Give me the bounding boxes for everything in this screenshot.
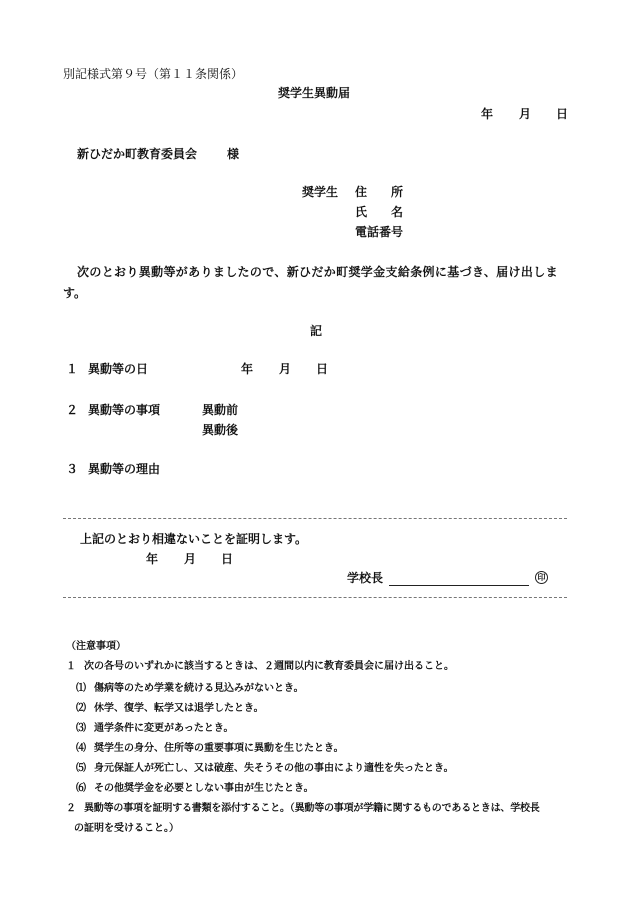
date-year-label: 年 [481, 107, 494, 121]
note-1-number: １ [66, 661, 76, 672]
ki-heading: 記 [310, 324, 323, 338]
body-line-1: 次のとおり異動等がありましたので、新ひだか町奨学金支給条例に基づき、届け出しま [77, 265, 558, 279]
section-divider-top [63, 518, 567, 519]
addressee-honorific: 様 [227, 147, 240, 161]
certification-text: 上記のとおり相違ないことを証明します。 [80, 532, 308, 546]
item-2-label: 異動等の事項 [88, 403, 161, 417]
seal-mark-icon: 印 [535, 571, 548, 584]
sub-note-number: ⑴ [76, 683, 86, 694]
sub-note-text: 休学、復学、転学又は退学したとき。 [94, 703, 264, 714]
certification-year: 年 [146, 552, 159, 566]
note-2-text-line-2: の証明を受けること。） [74, 823, 179, 834]
addressee-name: 新ひだか町教育委員会 [77, 147, 198, 161]
sub-note-number: ⑷ [76, 743, 86, 754]
form-reference: 別記様式第９号（第１１条関係） [63, 67, 244, 81]
phone-label: 電話番号 [355, 225, 404, 239]
applicant-role-label: 奨学生 [302, 185, 339, 199]
note-2-text-line-1: 異動等の事項を証明する書類を添付すること。（異動等の事項が学籍に関するものであるときは、学校長 [84, 803, 540, 814]
sub-note-text: その他奨学金を必要としない事由が生じたとき。 [94, 783, 314, 794]
sub-note-number: ⑶ [76, 723, 86, 734]
note-1-text: 次の各号のいずれかに該当するときは、２週間以内に教育委員会に届け出ること。 [84, 661, 454, 672]
certification-month: 月 [184, 552, 197, 566]
address-label-2: 所 [391, 185, 404, 199]
certification-day: 日 [221, 552, 234, 566]
sub-note-number: ⑵ [76, 703, 86, 714]
item-1-day: 日 [316, 362, 329, 376]
note-2-number: ２ [66, 803, 76, 814]
sub-note-text: 奨学生の身分、住所等の重要事項に異動を生じたとき。 [94, 743, 344, 754]
principal-signature-line [389, 585, 529, 586]
body-line-2: す。 [63, 286, 87, 300]
item-1-number: １ [66, 362, 79, 376]
address-label-1: 住 [355, 185, 368, 199]
sub-note-text: 身元保証人が死亡し、又は破産、失そうその他の事由により適性を失ったとき。 [94, 763, 454, 774]
sub-note-number: ⑹ [76, 783, 86, 794]
item-2-before-label: 異動前 [202, 403, 239, 417]
sub-note-text: 通学条件に変更があったとき。 [94, 723, 234, 734]
date-month-label: 月 [519, 107, 532, 121]
item-2-after-label: 異動後 [202, 423, 239, 437]
section-divider-bottom [63, 597, 567, 598]
principal-label: 学校長 [347, 571, 384, 585]
item-3-label: 異動等の理由 [88, 462, 161, 476]
item-1-month: 月 [279, 362, 292, 376]
item-1-year: 年 [241, 362, 254, 376]
item-2-number: ２ [66, 403, 79, 417]
item-1-label: 異動等の日 [88, 362, 149, 376]
document-title: 奨学生異動届 [278, 86, 351, 100]
name-label-1: 氏 [355, 205, 368, 219]
sub-note-text: 傷病等のため学業を続ける見込みがないとき。 [94, 683, 304, 694]
sub-note-number: ⑸ [76, 763, 86, 774]
notes-heading: （注意事項） [66, 641, 126, 652]
item-3-number: ３ [66, 462, 79, 476]
date-day-label: 日 [556, 107, 569, 121]
name-label-2: 名 [391, 205, 404, 219]
